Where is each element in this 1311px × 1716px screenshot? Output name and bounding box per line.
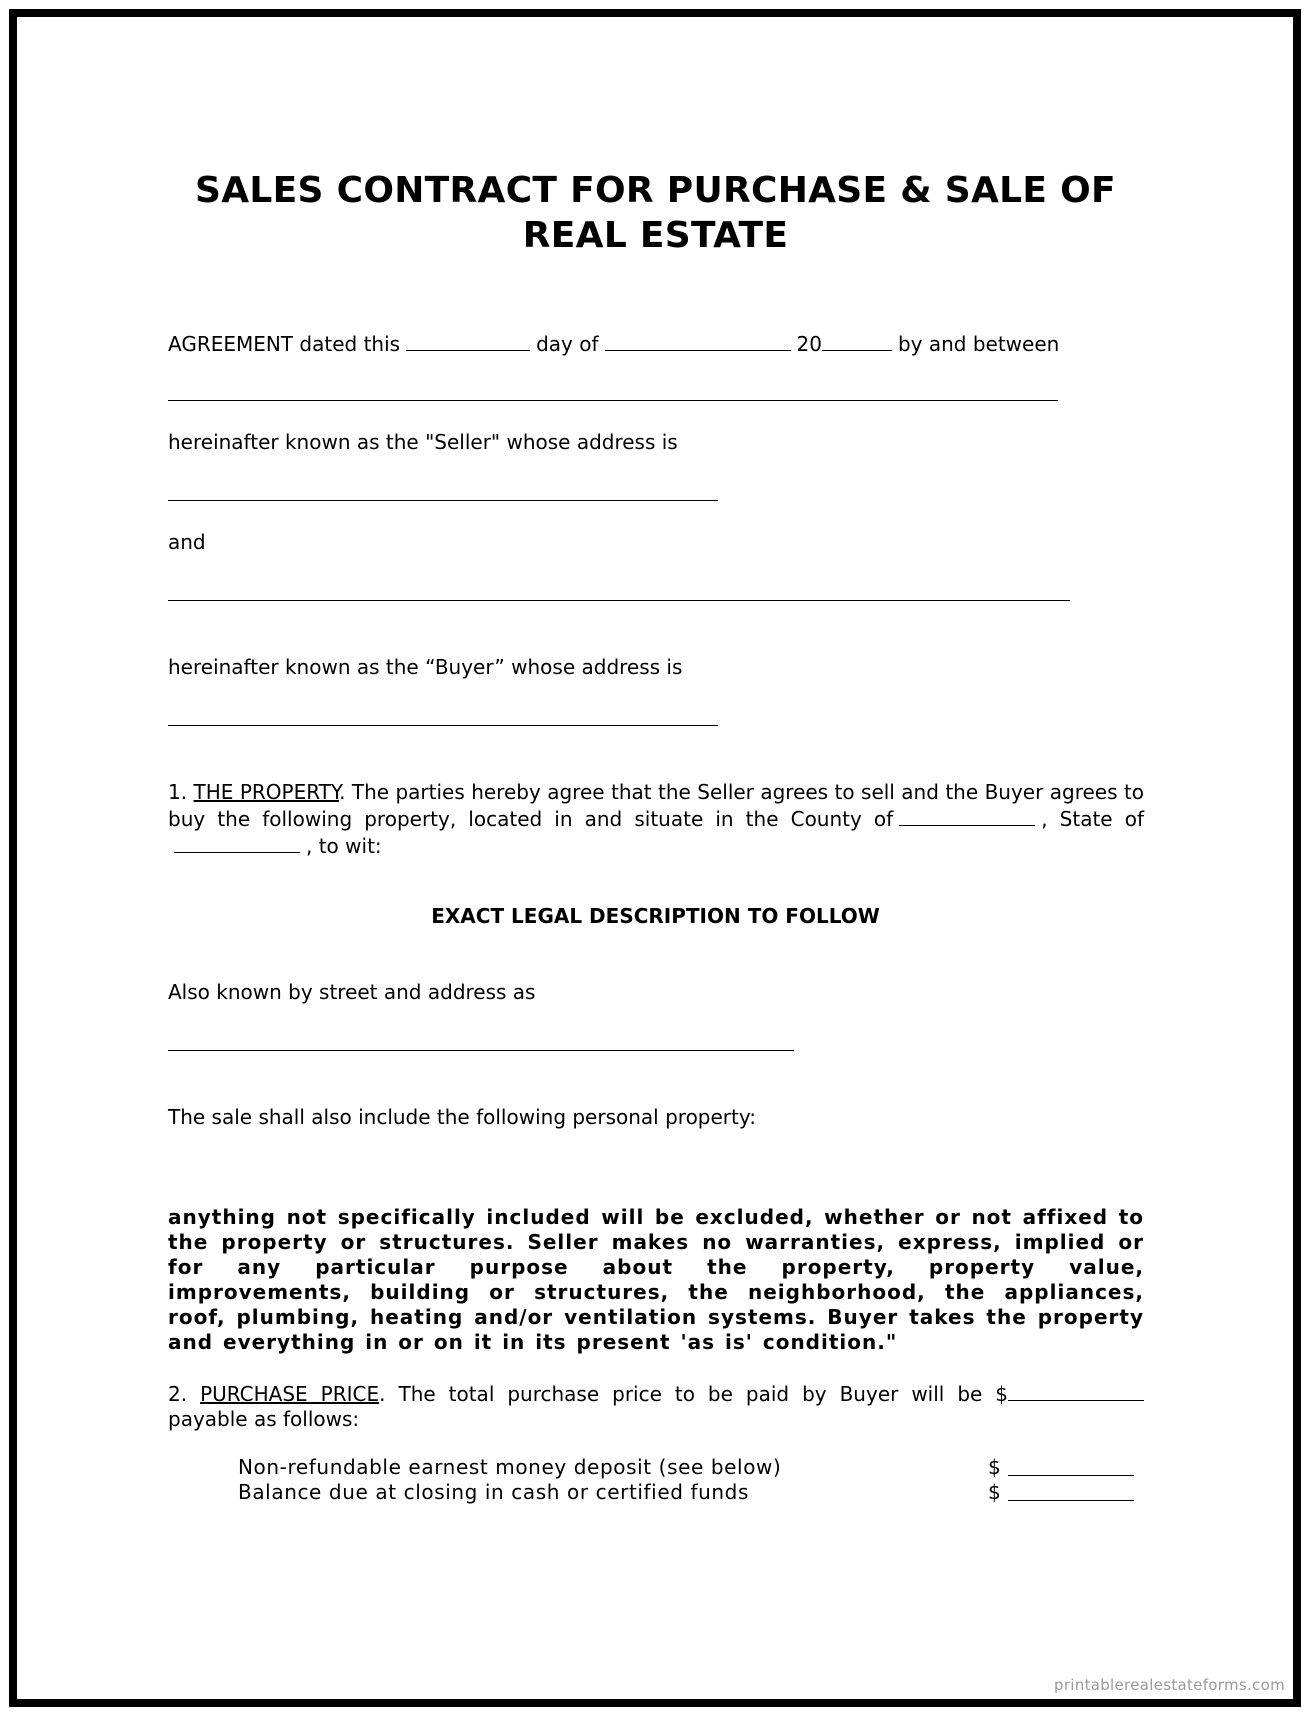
and-label: and xyxy=(168,530,206,554)
seller-address-line[interactable] xyxy=(168,500,718,501)
deposit-currency: $ xyxy=(988,1455,1002,1479)
section-purchase-price xyxy=(168,1380,1144,1432)
agreement-day-blank[interactable] xyxy=(406,330,530,351)
buyer-label: hereinafter known as the “Buyer” whose address is xyxy=(168,655,683,679)
section-1-heading: THE PROPERTY xyxy=(193,780,340,804)
purchase-price-blank[interactable] xyxy=(1008,1380,1144,1401)
payable-text: payable as follows: xyxy=(168,1407,360,1431)
agreement-text-year: 20 xyxy=(796,332,822,356)
section-1-wit-text: , to wit: xyxy=(306,834,382,858)
balance-amount-blank[interactable] xyxy=(1008,1500,1134,1501)
section-2-heading: PURCHASE PRICE xyxy=(200,1382,380,1406)
personal-property-label: The sale shall also include the following personal property: xyxy=(168,1105,756,1129)
agreement-line xyxy=(168,330,1059,357)
street-address-line[interactable] xyxy=(168,1050,794,1051)
street-address-label: Also known by street and address as xyxy=(168,980,536,1004)
footer-watermark: printablerealestateforms.com xyxy=(1054,1676,1285,1694)
county-blank[interactable] xyxy=(899,805,1035,826)
title-line-1: SALES CONTRACT FOR PURCHASE & SALE OF xyxy=(195,170,1116,211)
section-2-number: 2. xyxy=(168,1382,188,1406)
section-property xyxy=(168,780,1144,859)
agreement-text-day-of: day of xyxy=(536,332,599,356)
section-2-text: . The total purchase price to be paid by Buyer will be $ xyxy=(379,1382,1009,1406)
page-title xyxy=(0,168,1311,258)
balance-label: Balance due at closing in cash or certified funds xyxy=(238,1480,750,1504)
buyer-name-line[interactable] xyxy=(168,600,1070,601)
agreement-year-blank[interactable] xyxy=(822,330,892,351)
title-line-2: REAL ESTATE xyxy=(522,215,789,256)
agreement-text-dated: AGREEMENT dated this xyxy=(168,332,401,356)
balance-currency: $ xyxy=(988,1480,1002,1504)
seller-label: hereinafter known as the "Seller" whose address is xyxy=(168,430,678,454)
agreement-month-blank[interactable] xyxy=(605,330,791,351)
agreement-text-between: by and between xyxy=(897,332,1060,356)
as-is-disclaimer: anything not specifically included will be excluded, whether or not affixed to the property or structures. Seller makes no warranties, express, implied or for any particular purpose about the property, property value, improvements, building or structures, the neighborhood, the appliances, roof, plumbing, heating and/or ventilation systems. Buyer takes the property and everything in or on it in its present 'as is' condition." xyxy=(168,1205,1144,1354)
section-1-state-text: , State of xyxy=(1041,807,1144,831)
buyer-address-line[interactable] xyxy=(168,725,718,726)
seller-name-line[interactable] xyxy=(168,400,1058,401)
section-1-number: 1. xyxy=(168,780,188,804)
purchase-price-line xyxy=(168,1380,1144,1407)
deposit-amount-blank[interactable] xyxy=(1008,1475,1134,1476)
section-1-text: . The parties hereby agree that the Seller agrees to sell and the Buyer agrees to buy the following property, located in and situate in the County of xyxy=(168,780,1145,831)
legal-description-heading: EXACT LEGAL DESCRIPTION TO FOLLOW xyxy=(431,904,880,928)
state-blank[interactable] xyxy=(174,832,300,853)
deposit-label: Non-refundable earnest money deposit (see below) xyxy=(238,1455,782,1479)
